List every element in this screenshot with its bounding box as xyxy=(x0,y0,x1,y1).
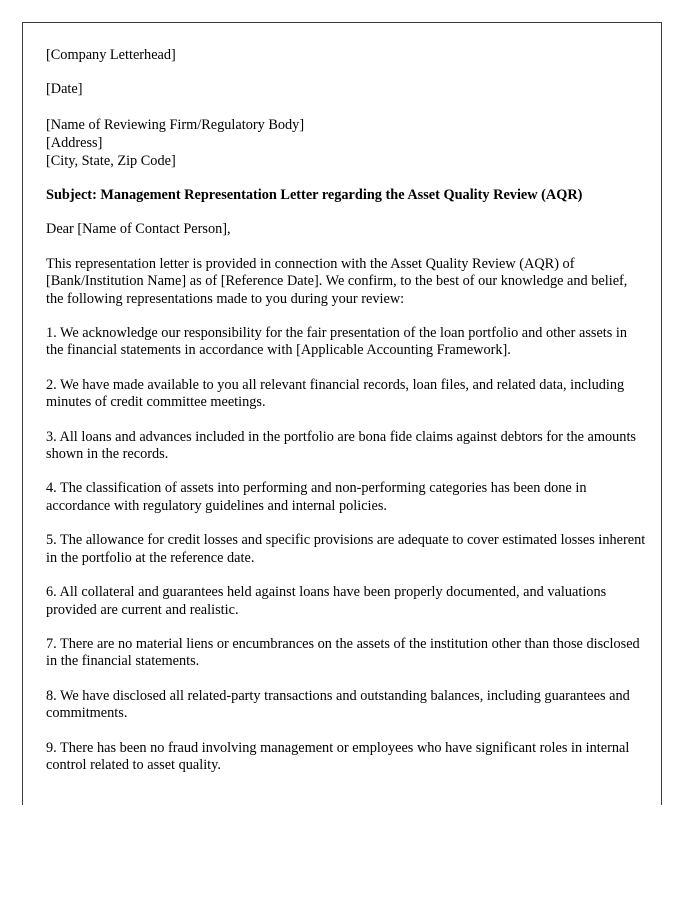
introduction-paragraph: This representation letter is provided in connection with the Asset Quality Review (AQR) of [Bank/Institution Name] as of [Reference Date]. We confirm, to the best of our knowledge and belief, the following representations made to you during your review: xyxy=(46,255,628,307)
recipient-name: [Name of Reviewing Firm/Regulatory Body] xyxy=(46,116,305,133)
document-page xyxy=(22,22,662,805)
recipient-city-state-zip: [City, State, Zip Code] xyxy=(46,152,176,169)
recipient-address: [Address] xyxy=(46,134,103,151)
representation-item: 2. We have made available to you all relevant financial records, loan files, and related data, including minutes of credit committee meetings. xyxy=(46,376,625,411)
company-letterhead-placeholder: [Company Letterhead] xyxy=(46,47,176,63)
representation-item: 6. All collateral and guarantees held against loans have been properly documented, and valuations provided are current and realistic. xyxy=(46,584,607,618)
representation-item: 3. All loans and advances included in the portfolio are bona fide claims against debtors for the amounts shown in the records. xyxy=(46,428,636,463)
subject-line: Subject: Management Representation Letter regarding the Asset Quality Review (AQR) xyxy=(46,186,583,203)
representation-item: 1. We acknowledge our responsibility for the fair presentation of the loan portfolio and other assets in the financial statements in accordance with [Applicable Accounting Framework]. xyxy=(46,325,628,359)
date-placeholder: [Date] xyxy=(46,81,83,98)
recipient-address-block xyxy=(46,116,646,170)
salutation: Dear [Name of Contact Person], xyxy=(46,221,231,238)
document-body xyxy=(46,47,646,774)
representation-item: 9. There has been no fraud involving management or employees who have significant roles in internal control related to asset quality. xyxy=(46,739,630,773)
representation-item: 7. There are no material liens or encumbrances on the assets of the institution other than those disclosed in the financial statements. xyxy=(46,635,640,670)
representation-item: 8. We have disclosed all related-party transactions and outstanding balances, including guarantees and commitments. xyxy=(46,687,630,722)
representation-item: 5. The allowance for credit losses and specific provisions are adequate to cover estimated losses inherent in the portfolio at the reference date. xyxy=(46,532,646,566)
representation-item: 4. The classification of assets into performing and non-performing categories has been done in accordance with regulatory guidelines and internal policies. xyxy=(46,480,587,514)
